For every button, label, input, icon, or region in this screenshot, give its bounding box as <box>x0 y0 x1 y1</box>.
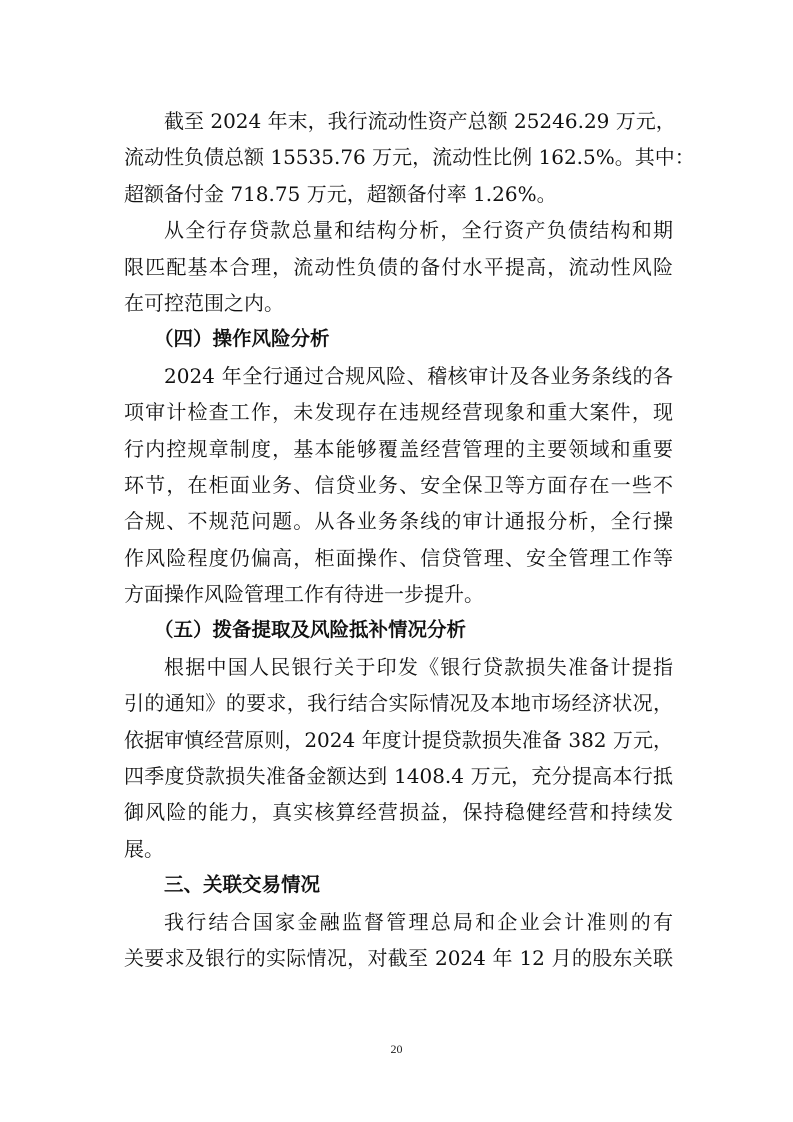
text-line: 方面操作风险管理工作有待进一步提升。 <box>124 582 484 607</box>
text-line: 作风险程度仍偏高，柜面操作、信贷管理、安全管理工作等 <box>124 545 673 570</box>
text-line: 根据中国人民银行关于印发《银行贷款损失准备计提指 <box>164 654 673 679</box>
text-line: 超额备付金 718.75 万元，超额备付率 1.26%。 <box>124 181 557 206</box>
text-line: 截至 2024 年末，我行流动性资产总额 25246.29 万元， <box>164 109 676 133</box>
text-line: 行内控规章制度，基本能够覆盖经营管理的主要领域和重要 <box>124 436 673 461</box>
section-heading: 三、关联交易情况 <box>164 873 321 897</box>
text-line: 从全行存贷款总量和结构分析，全行资产负债结构和期 <box>164 218 673 243</box>
text-line: 合规、不规范问题。从各业务条线的审计通报分析，全行操 <box>124 509 673 534</box>
text-line: 引的通知》的要求，我行结合实际情况及本地市场经济状况， <box>124 691 673 716</box>
document-body <box>124 103 695 976</box>
text-line: 项审计检查工作，未发现存在违规经营现象和重大案件，现 <box>124 400 673 425</box>
text-line: 四季度贷款损失准备金额达到 1408.4 万元，充分提高本行抵 <box>124 764 673 789</box>
section-heading: （四）操作风险分析 <box>154 327 330 351</box>
text-line: 流动性负债总额 15535.76 万元，流动性比例 162.5%。其中： <box>124 145 695 170</box>
section-heading: （五）拨备提取及风险抵补情况分析 <box>154 618 467 642</box>
text-line: 2024 年全行通过合规风险、稽核审计及各业务条线的各 <box>164 363 673 388</box>
text-line: 展。 <box>124 836 164 861</box>
text-line: 关要求及银行的实际情况，对截至 2024 年 12 月的股东关联 <box>124 945 673 970</box>
text-line: 在可控范围之内。 <box>124 290 284 315</box>
text-line: 依据审慎经营原则，2024 年度计提贷款损失准备 382 万元， <box>124 727 673 752</box>
text-line: 御风险的能力，真实核算经营损益，保持稳健经营和持续发 <box>124 800 673 825</box>
text-line: 限匹配基本合理，流动性负债的备付水平提高，流动性风险 <box>124 254 673 279</box>
text-line: 我行结合国家金融监督管理总局和企业会计准则的有 <box>164 909 673 934</box>
text-line: 环节，在柜面业务、信贷业务、安全保卫等方面存在一些不 <box>124 472 673 497</box>
page-number: 20 <box>390 1042 403 1056</box>
